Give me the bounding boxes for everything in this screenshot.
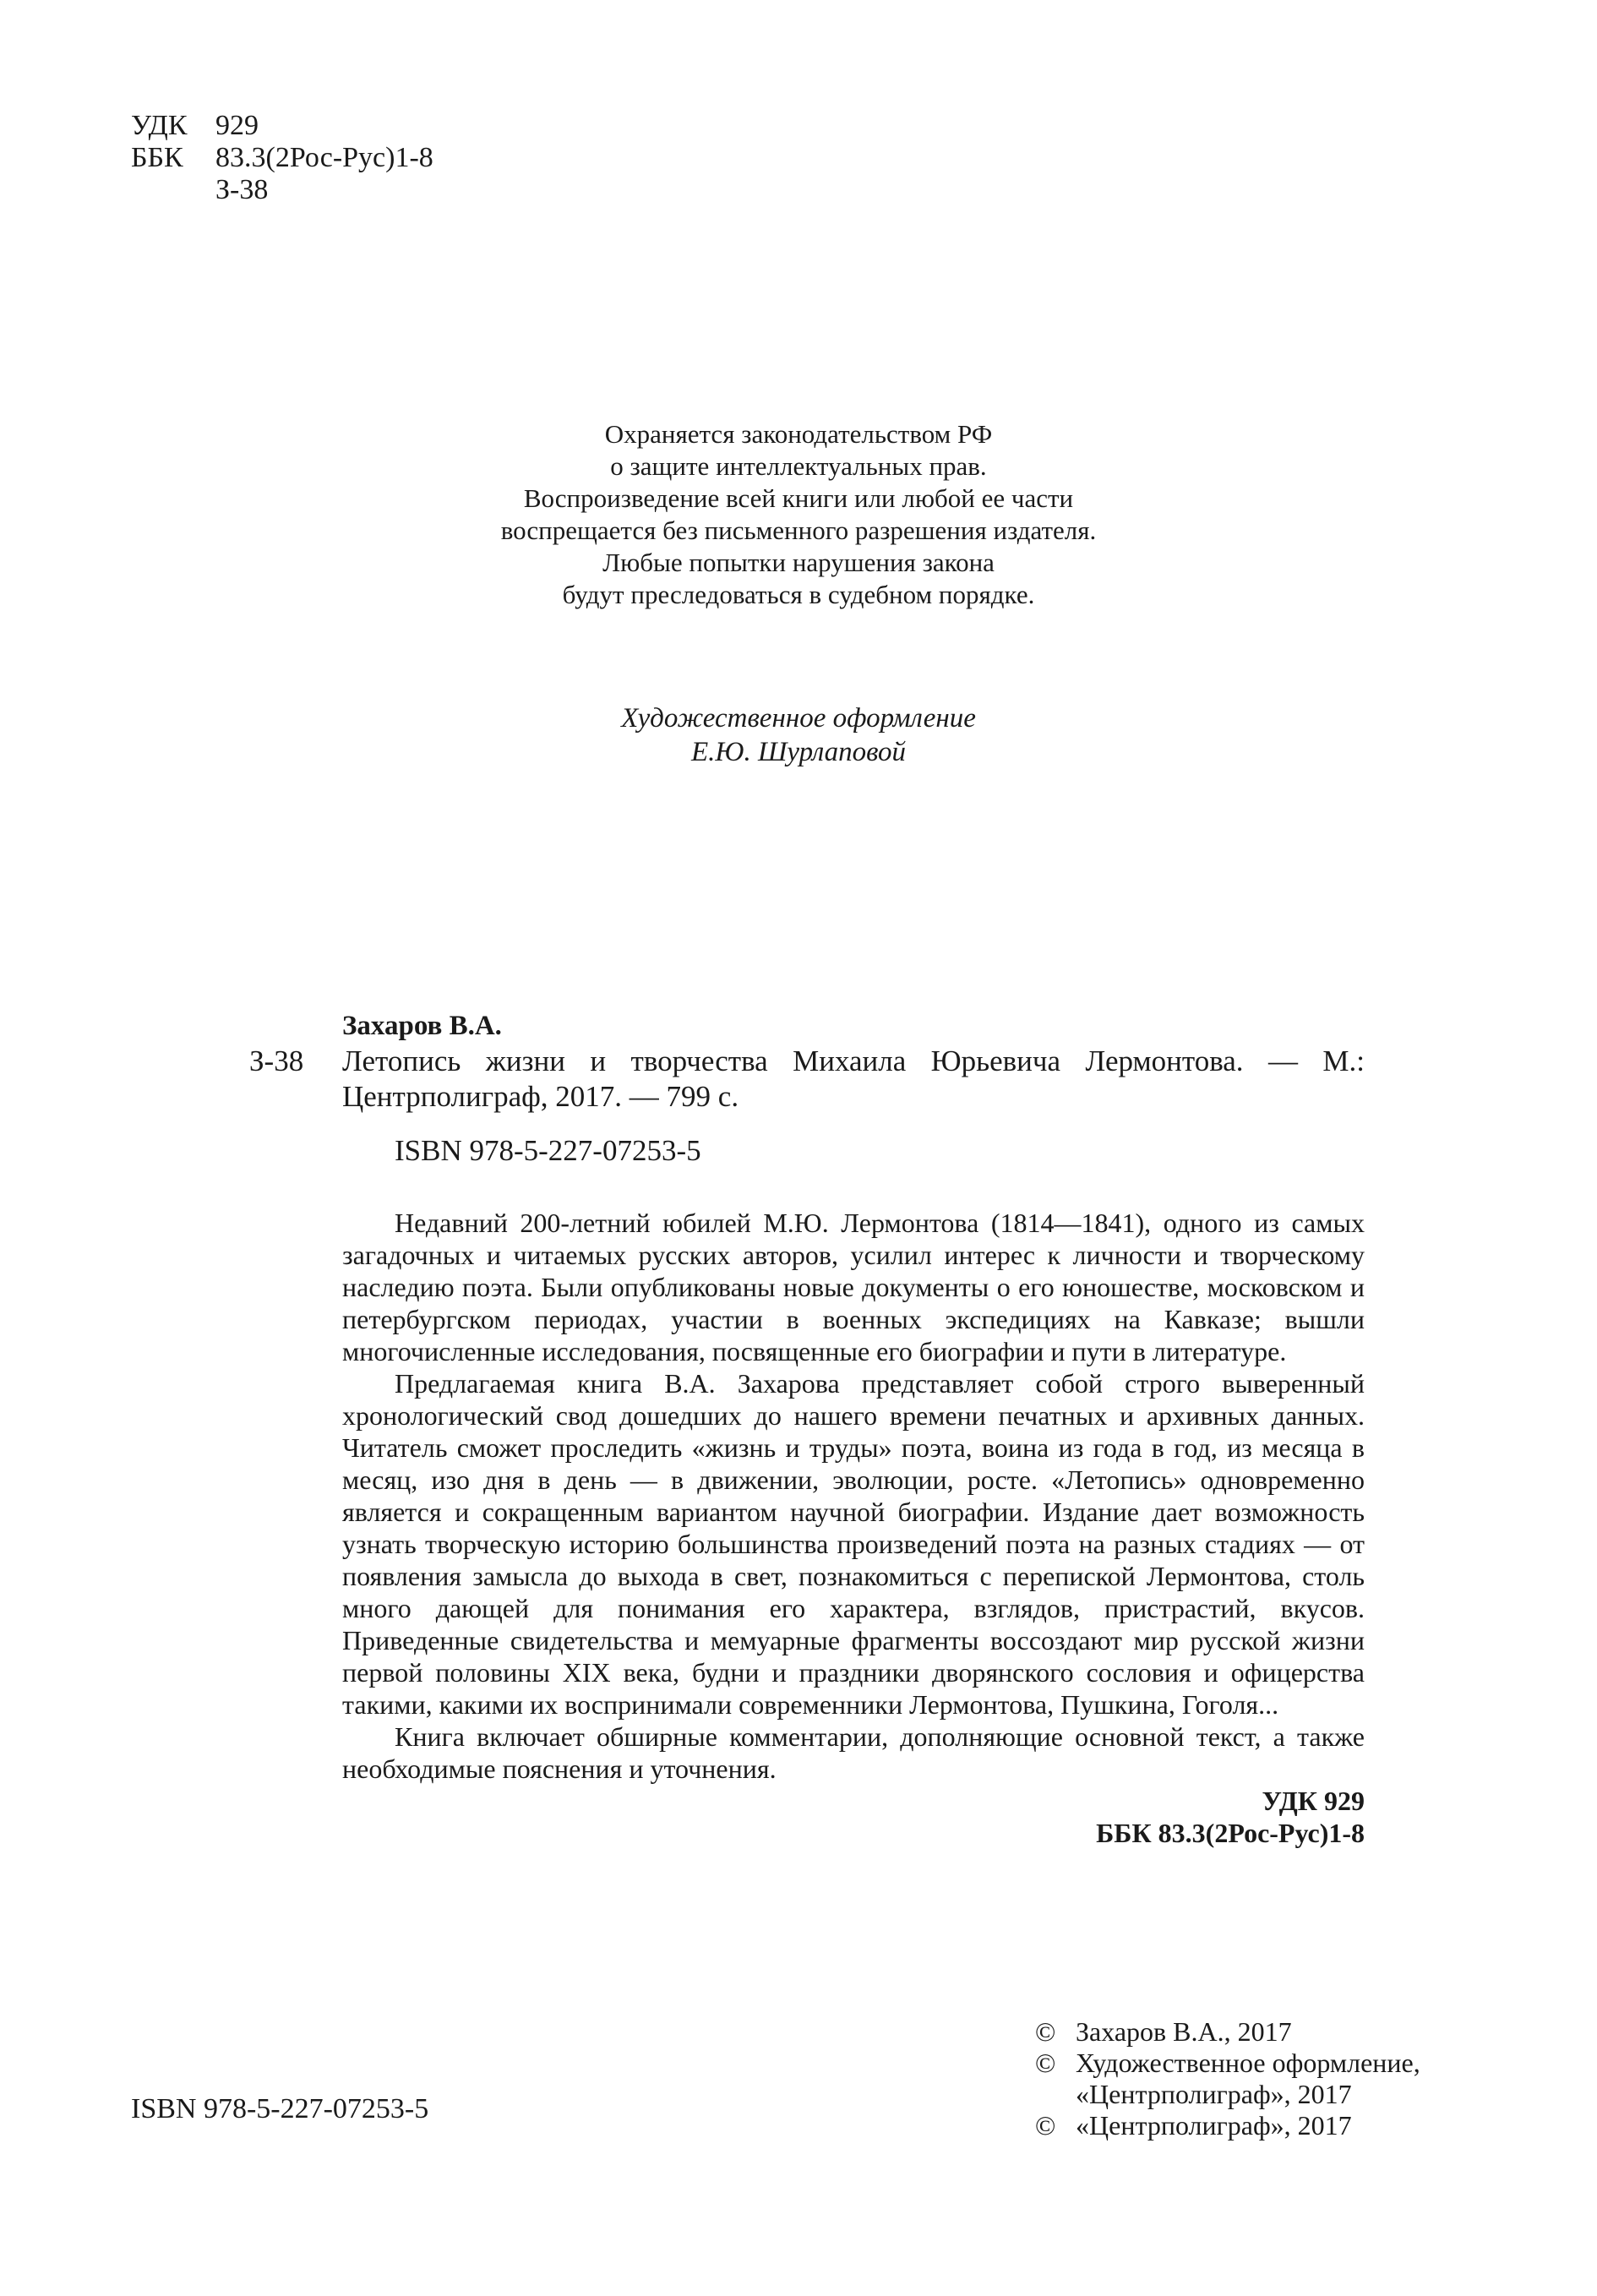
copyright-line	[1035, 2079, 1420, 2110]
copyright-block	[1035, 2016, 1420, 2141]
annotation-paragraph: Недавний 200-летний юбилей М.Ю. Лермонтова (1814—1841), одного из самых загадочных и читаемых русских авторов, усилил интерес к личности и творческому наследию поэта. Были опубликованы новые документы о его юношестве, московском и петербургском периодах, участии в военных экспедициях на Кавказе; вышли многочисленные исследования, посвященные его биографии и пути в литературе.	[342, 1208, 1365, 1366]
design-line: Художественное оформление	[621, 703, 976, 734]
isbn: ISBN 978-5-227-07253-5	[395, 1134, 701, 1167]
author-sign: З-38	[249, 1044, 304, 1077]
annotation	[342, 1207, 1365, 1849]
code-value: 929	[215, 110, 259, 141]
copyright-text: Захаров В.А., 2017	[1076, 2016, 1292, 2047]
copyright-line	[1035, 2016, 1420, 2048]
code-value: З-38	[215, 174, 269, 205]
copyright-icon: ©	[1035, 2110, 1056, 2141]
code-value: 83.3(2Рос-Рус)1-8	[215, 142, 433, 173]
copyright-icon: ©	[1035, 2016, 1056, 2047]
author-sign-row	[131, 174, 433, 206]
copyright-notice	[0, 418, 1597, 611]
udc-row	[131, 110, 433, 142]
notice-line: воспрещается без письменного разрешения издателя.	[500, 515, 1097, 545]
notice-line: о защите интеллектуальных прав.	[610, 451, 987, 481]
udc-code: УДК 929	[1262, 1786, 1365, 1816]
code-label: ББК	[131, 142, 183, 173]
code-label: УДК	[131, 110, 188, 141]
bbk-code: ББК 83.3(2Рос-Рус)1-8	[1096, 1818, 1365, 1848]
notice-line: Охраняется законодательством РФ	[604, 419, 993, 449]
copyright-line	[1035, 2048, 1420, 2079]
notice-line: Любые попытки нарушения закона	[602, 548, 995, 577]
notice-line: будут преследоваться в судебном порядке.	[562, 580, 1035, 609]
copyright-icon	[1035, 2079, 1076, 2110]
copyright-text: Художественное оформление,	[1076, 2048, 1420, 2078]
classification-codes	[131, 110, 433, 206]
bbk-row	[131, 142, 433, 174]
isbn-bottom: ISBN 978-5-227-07253-5	[131, 2093, 429, 2124]
bibliographic-record	[249, 1008, 1365, 1169]
annotation-paragraph: Книга включает обширные комментарии, дополняющие основной текст, а также необходимые пояснения и уточнения.	[342, 1721, 1365, 1784]
copyright-text: «Центрполиграф», 2017	[1076, 2079, 1352, 2109]
code-label	[131, 174, 215, 206]
copyright-line	[1035, 2110, 1420, 2141]
bibliographic-description: Летопись жизни и творчества Михаила Юрьевича Лермонтова. — М.: Центрполиграф, 2017. — 799 с.	[342, 1044, 1365, 1113]
copyright-text: «Центрполиграф», 2017	[1076, 2110, 1352, 2141]
notice-line: Воспроизведение всей книги или любой ее части	[523, 483, 1074, 513]
designer-name: Е.Ю. Шурлаповой	[690, 737, 907, 767]
art-design-credit	[0, 701, 1597, 769]
bibliographic-entry	[249, 1044, 1365, 1115]
copyright-icon: ©	[1035, 2048, 1056, 2078]
author-name: Захаров В.А.	[342, 1011, 502, 1041]
annotation-paragraph: Предлагаемая книга В.А. Захарова представляет собой строго выверенный хронологический свод дошедших до нашего времени печатных и архивных данных. Читатель сможет проследить «жизнь и труды» поэта, воина из года в год, из месяца в месяц, изо дня в день — в движении, эволюции, росте. «Летопись» одновременно является и сокращенным вариантом научной биографии. Издание дает возможность узнать творческую историю большинства произведений поэта на разных стадиях — от появления замысла до выхода в свет, познакомиться с перепиской Лермонтова, столь много дающей для понимания его характера, взглядов, пристрастий, вкусов. Приведенные свидетельства и мемуарные фрагменты воссоздают мир русской жизни первой половины XIX века, будни и праздники дворянского сословия и офицерства такими, какими их воспринимали современники Лермонтова, Пушкина, Гоголя...	[342, 1368, 1365, 1720]
